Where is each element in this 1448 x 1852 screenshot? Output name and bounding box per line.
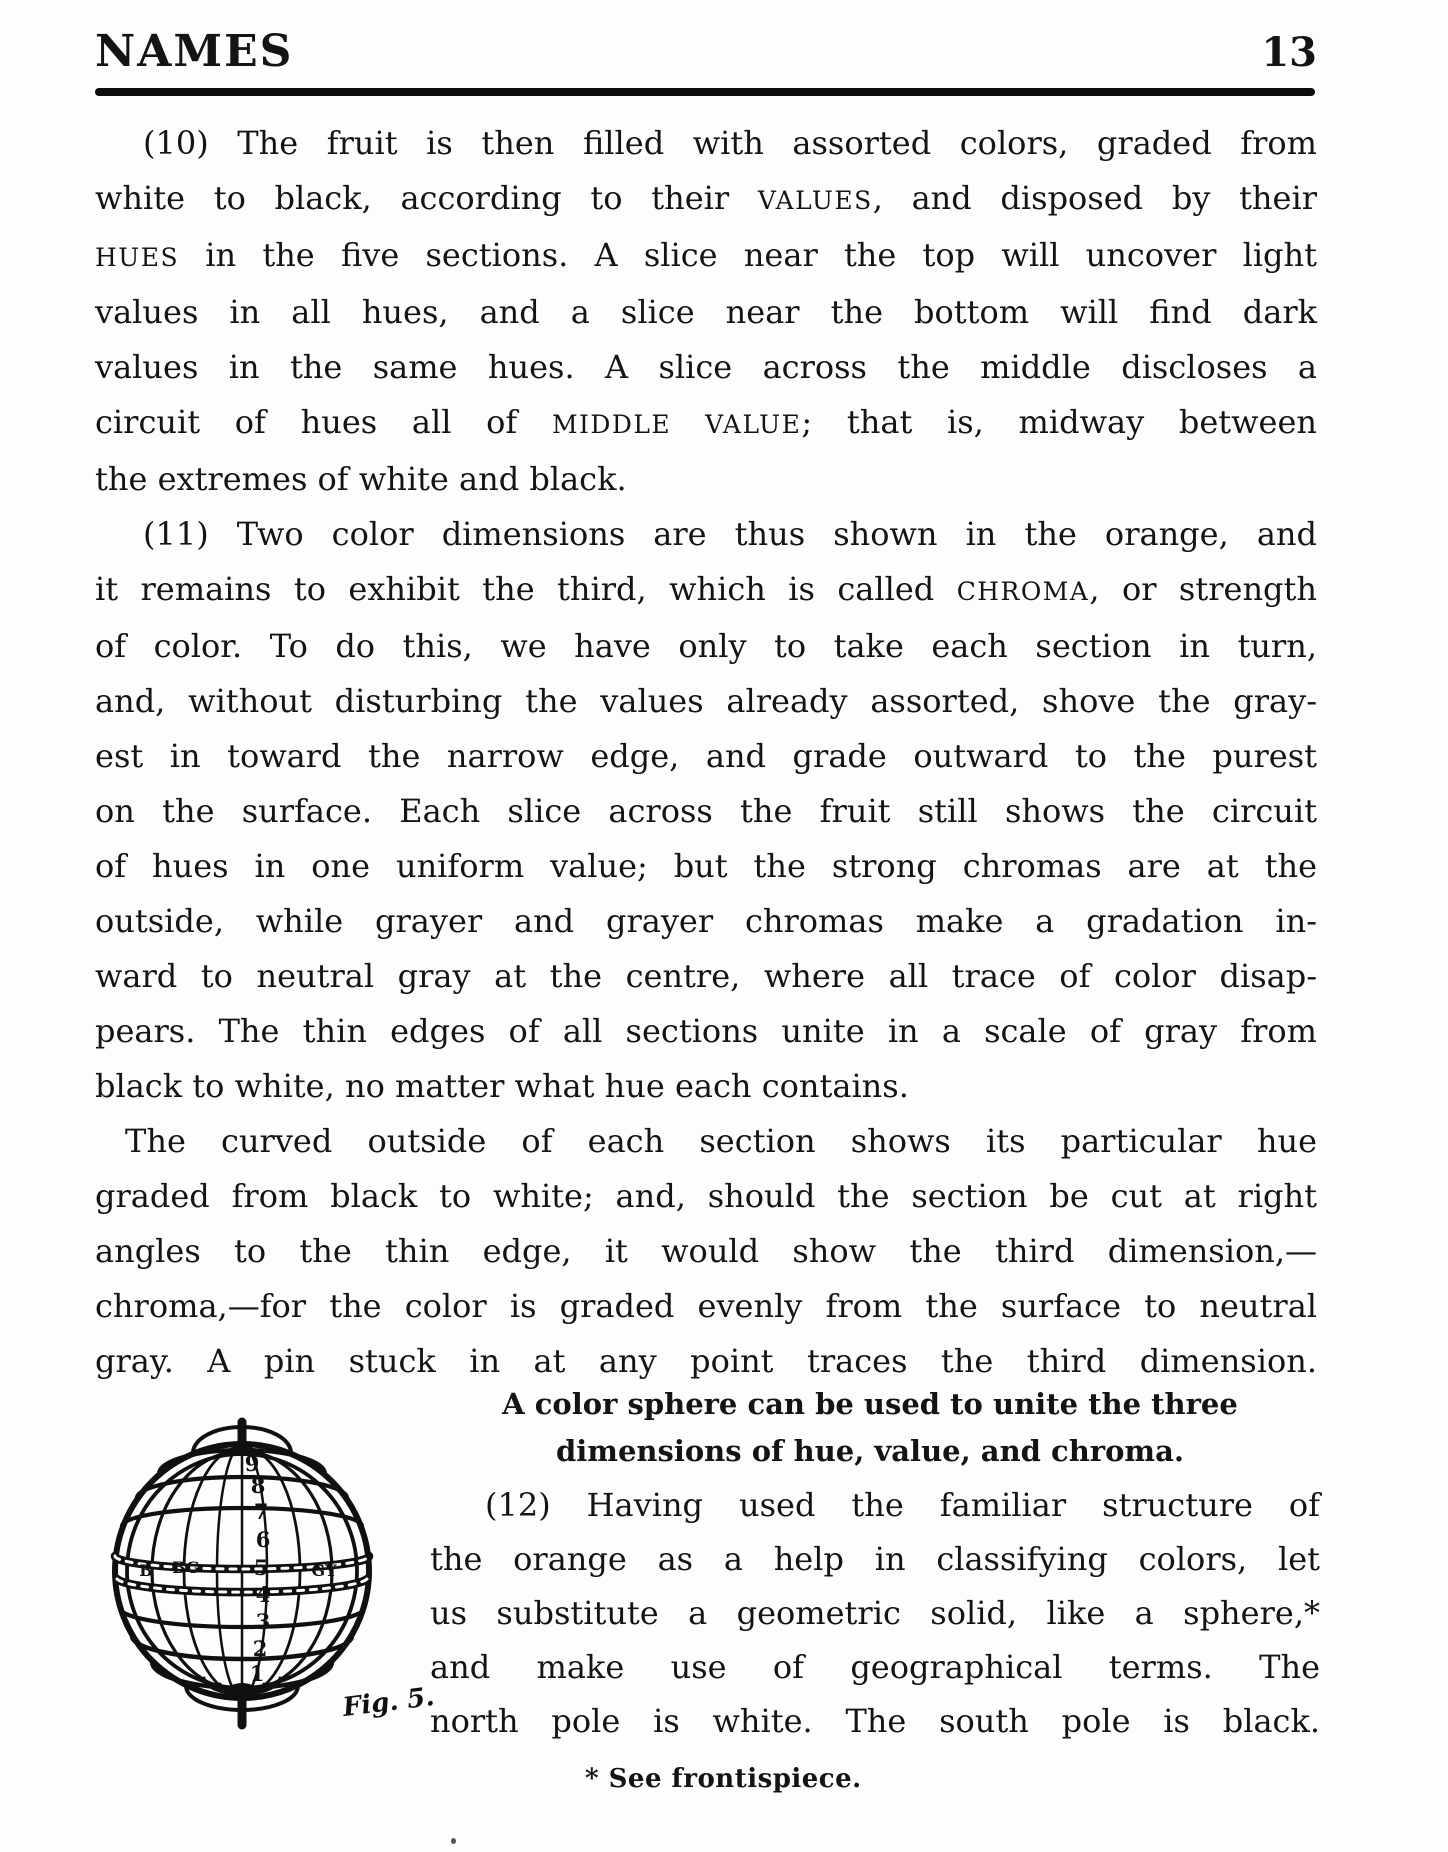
text-line: the extremes of white and black. [95, 460, 627, 498]
page-header [95, 26, 1317, 77]
value-number: 3 [255, 1609, 271, 1634]
text-line: us substitute a geometric solid, like a sphere,* [430, 1594, 1320, 1632]
text-line: and make use of geographical terms. The [430, 1648, 1320, 1686]
color-sphere-drawing [100, 1416, 438, 1738]
value-number: 2 [252, 1636, 268, 1661]
scan-artifact-dot [451, 1838, 456, 1844]
figure-label: Fig. 5. [341, 1681, 436, 1723]
text-line: north pole is white. The south pole is black. [430, 1702, 1320, 1740]
text-line: (12) Having used the familiar structure of [485, 1486, 1320, 1524]
value-number: 4 [255, 1582, 271, 1607]
text-line: The curved outside of each section shows its particular hue [125, 1122, 1317, 1160]
text-line: (11) Two color dimensions are thus shown in the orange, and [143, 515, 1317, 553]
hue-letter: BG [172, 1558, 200, 1577]
text-line: HUES in the five sections. A slice near the top will uncover light [95, 236, 1317, 274]
text-line: circuit of hues all of MIDDLE VALUE; that is, midway between [95, 403, 1318, 441]
text-line: white to black, according to their VALUES, and disposed by their [95, 179, 1318, 217]
text-line: and, without disturbing the values already assorted, shove the gray- [95, 682, 1317, 720]
value-number: 1 [249, 1661, 265, 1686]
text-line: on the surface. Each slice across the fruit still shows the circuit [95, 792, 1317, 830]
text-line: angles to the thin edge, it would show the third dimension,— [95, 1232, 1317, 1270]
value-number: 5 [253, 1555, 269, 1580]
text-line: (10) The fruit is then filled with assorted colors, graded from [143, 124, 1317, 162]
footnote: * See frontispiece. [585, 1764, 862, 1794]
value-number: 7 [253, 1499, 269, 1524]
paragraph-12-column [430, 1478, 1320, 1748]
caption-line: dimensions of hue, value, and chroma. [555, 1434, 1184, 1468]
text-line: gray. A pin stuck in at any point traces the third dimension. [95, 1342, 1317, 1380]
text-line: it remains to exhibit the third, which is called CHROMA, or strength [95, 570, 1318, 608]
text-line: est in toward the narrow edge, and grade outward to the purest [95, 737, 1317, 775]
text-line: ward to neutral gray at the centre, where all trace of color disap- [95, 957, 1317, 995]
hue-letter: GY [311, 1561, 337, 1580]
text-line: chroma,—for the color is graded evenly from the surface to neutral [95, 1287, 1317, 1325]
page-number: 13 [1261, 29, 1317, 76]
text-line: pears. The thin edges of all sections unite in a scale of gray from [95, 1012, 1317, 1050]
text-line: of color. To do this, we have only to take each section in turn, [95, 627, 1317, 665]
value-number: 6 [255, 1527, 271, 1552]
text-line: of hues in one uniform value; but the strong chromas are at the [95, 847, 1317, 885]
body-text-column [95, 116, 1317, 1389]
header-rule [95, 88, 1315, 96]
hue-letter: B [139, 1561, 153, 1580]
figure-color-sphere [100, 1416, 438, 1738]
value-number: 9 [244, 1451, 260, 1476]
text-line: black to white, no matter what hue each contains. [95, 1067, 909, 1105]
text-line: outside, while grayer and grayer chromas make a gradation in- [95, 902, 1317, 940]
text-line: values in all hues, and a slice near the bottom will find dark [95, 293, 1317, 331]
text-line: values in the same hues. A slice across the middle discloses a [95, 348, 1317, 386]
text-line: graded from black to white; and, should the section be cut at right [95, 1177, 1317, 1215]
figure-caption [430, 1381, 1310, 1475]
caption-line: A color sphere can be used to unite the three [502, 1387, 1238, 1421]
running-head: NAMES [95, 26, 294, 77]
text-line: the orange as a help in classifying colors, let [430, 1540, 1320, 1578]
value-number: 8 [250, 1473, 266, 1498]
